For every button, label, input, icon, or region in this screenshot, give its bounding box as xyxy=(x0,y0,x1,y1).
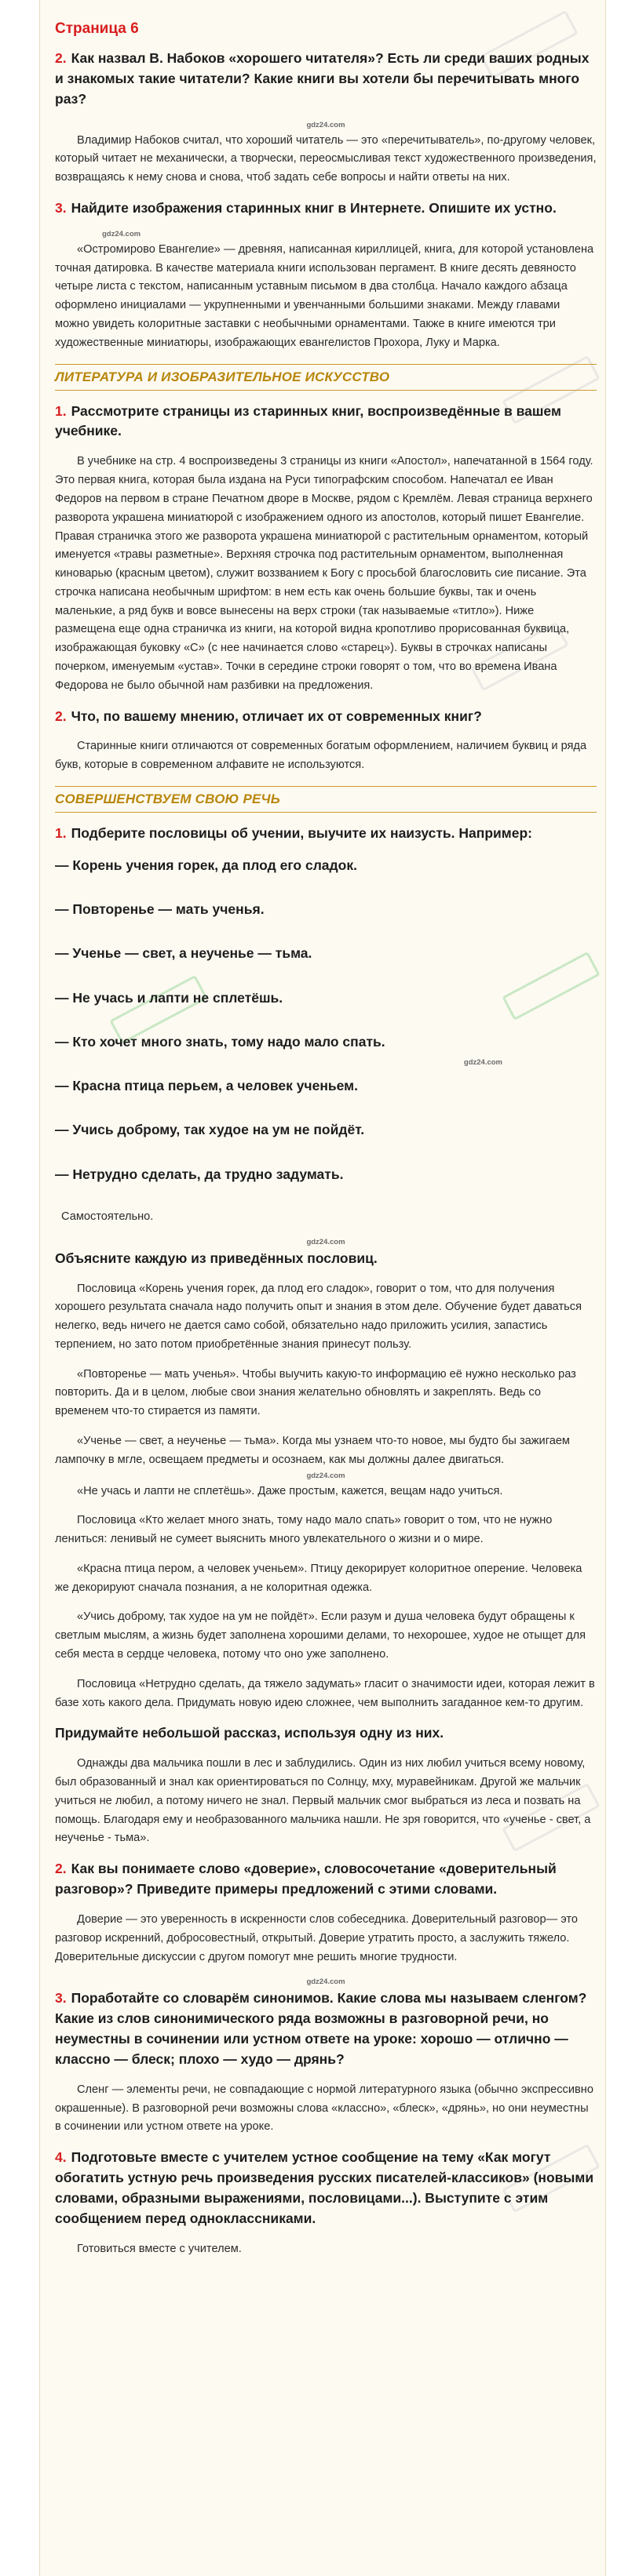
question-text: Что, по вашему мнению, отличает их от современных книг? xyxy=(71,708,482,724)
question-text: Подготовьте вместе с учителем устное сообщение на тему «Как могут обогатить устную речь произведения русских писателей-классиков» (новыми словами, образными выражениями, пословицами...). Выступите с этим сообщением перед одноклассниками. xyxy=(55,2149,594,2226)
question-text: Поработайте со словарём синонимов. Какие слова мы называем сленгом? Какие из слов синонимического ряда возможны в разговорной речи, но неуместны в сочинении или устном ответе на уроке: хорошо — отлично — классно — блеск; плохо — худо — дрянь? xyxy=(55,1990,587,2067)
watermark: gdz24.com xyxy=(306,120,345,129)
document-content xyxy=(55,14,597,2270)
story-text: Однажды два мальчика пошли в лес и заблудились. Один из них любил учиться всему новому, был образованный и знал как ориентироваться по Солнцу, мху, муравейникам. Другой же мальчик учиться не любил, а потому ничего не знал. Первый мальчик смог выбраться из леса и позвать на помощь. Благодаря ему и необразованного мальчика нашли. Не зря говорится, что «ученье - свет, а неученье - тьма». xyxy=(55,1757,591,1845)
question-text: Как вы понимаете слово «доверие», словосочетание «доверительный разговор»? Приведите примеры предложений с этими словами. xyxy=(55,1861,557,1897)
watermark: gdz24.com xyxy=(306,1237,345,1246)
explanation-paragraph: «Повторенье — мать ученья». Чтобы выучить какую-то информацию её нужно несколько раз повторить. Да и в целом, любые свои знания желательно обновлять и закреплять. Ведь со временем что-то стирается из памяти. xyxy=(55,1367,576,1418)
question-literature-1 xyxy=(55,402,597,442)
self-note: Самостоятельно. xyxy=(61,1210,154,1223)
question-speech-4 xyxy=(55,2148,597,2229)
question-number: 2. xyxy=(55,708,67,724)
answer-text: Старинные книги отличаются от современных богатым оформлением, наличием буквиц и ряда букв, которые в современном алфавите не используются. xyxy=(55,740,587,772)
question-number: 2. xyxy=(55,1861,67,1877)
answer-text: «Остромирово Евангелие» — древняя, написанная кириллицей, книга, для которой установлена точная датировка. В качестве материала книги использован пергамент. В книге десять девяносто четыре листа с текстом, написанным уставным письмом в два столбца. Начало каждого абзаца оформлено инициалами — укрупненными и увенчанными большими знаками. Между главами можно увидеть колоритные заставки с необычными орнаментами. Также в книге имеются три художественные миниатюры, изображающих евангелистов Прохора, Луку и Марка. xyxy=(55,242,594,349)
watermark: gdz24.com xyxy=(306,1977,345,1987)
explanation-paragraph: «Ученье — свет, а неученье — тьма». Когда мы узнаем что-то новое, мы будто бы зажигаем лампочку в мгле, освещаем предметы и осознаем, как мы должны далее двигаться. xyxy=(55,1435,570,1466)
question-speech-2 xyxy=(55,1859,597,1900)
explanation-paragraph: Пословица «Кто желает много знать, тому надо мало спать» говорит о том, что не нужно лениться: ленивый не сумеет выяснить много увлекательного о жизни и о мире. xyxy=(55,1514,553,1546)
question-number: 4. xyxy=(55,2149,67,2166)
question-number: 1. xyxy=(55,402,67,419)
explanation-paragraph: «Учись доброму, так худое на ум не пойдёт». Если разум и душа человека будут обращены к светлым мыслям, а жизнь будет заполнена хорошими делами, то нехорошее, худое не отыщет для себя места в сердце человека, потому что оно уже заполнено. xyxy=(55,1610,586,1661)
question-2 xyxy=(55,49,597,110)
section-heading-literature-art: ЛИТЕРАТУРА И ИЗОБРАЗИТЕЛЬНОЕ ИСКУССТВО xyxy=(55,364,597,391)
watermark: gdz24.com xyxy=(102,229,141,238)
proverb-item: — Корень учения горек, да плод его сладок. xyxy=(55,857,357,873)
answer-text: Сленг — элементы речи, не совпадающие с нормой литературного языка (обычно экспрессивно окрашенные). В разговорной речи возможны слова «классно», «блеск», «дрянь», но они неуместны в сочинении или устном ответе на уроке. xyxy=(55,2083,593,2134)
question-number: 3. xyxy=(55,1990,67,2007)
question-speech-3 xyxy=(55,1988,597,2070)
explanation-paragraph: «Не учась и лапти не сплетёшь». Даже простым, кажется, вещам надо учиться. xyxy=(77,1484,503,1497)
answer-text: Владимир Набоков считал, что хороший читатель — это «перечитыватель», по-другому человек, который читает не механически, а творчески, переосмысливая текст художественного произведения, возвращаясь к нему снова и снова, чтоб задать себе вопросы и найти ответы на них. xyxy=(55,133,597,184)
proverb-item: — Не учась и лапти не сплетёшь. xyxy=(55,989,283,1006)
proverb-item: — Повторенье — мать ученья. xyxy=(55,901,265,918)
watermark: gdz24.com xyxy=(463,1058,502,1068)
explanation-paragraph: Пословица «Нетрудно сделать, да тяжело задумать» гласит о значимости идеи, которая лежит в базе хоть какого дела. Придумать новую идею сложнее, чем выполнить загаданное кем-то другим. xyxy=(55,1677,595,1709)
proverb-item: — Кто хочет много знать, тому надо мало спать. xyxy=(55,1033,385,1050)
proverb-item: — Ученье — свет, а неученье — тьма. xyxy=(55,945,312,962)
question-text: Подберите пословицы об учении, выучите их наизусть. Например: xyxy=(71,824,532,841)
question-number: 2. xyxy=(55,50,67,66)
proverb-list xyxy=(55,855,597,1184)
question-literature-2 xyxy=(55,707,597,727)
explanation-paragraph: «Красна птица пером, а человек ученьем». Птицу декорирует колоритное оперение. Человека же декорируют сначала познания, а не колоритная одежка. xyxy=(55,1562,582,1594)
question-text: Как назвал В. Набоков «хорошего читателя»? Есть ли среди ваших родных и знакомых такие читатели? Какие книги вы хотели бы перечитывать много раз? xyxy=(55,50,590,107)
section-heading-speech: СОВЕРШЕНСТВУЕМ СВОЮ РЕЧЬ xyxy=(55,786,597,813)
question-number: 3. xyxy=(55,200,67,216)
question-number: 1. xyxy=(55,824,67,841)
question-text: Найдите изображения старинных книг в Интернете. Опишите их устно. xyxy=(71,200,557,216)
question-text: Рассмотрите страницы из старинных книг, воспроизведённые в вашем учебнике. xyxy=(55,402,561,439)
watermark: gdz24.com xyxy=(306,1471,345,1480)
answer-text: В учебнике на стр. 4 воспроизведены 3 страницы из книги «Апостол», напечатанной в 1564 году. Это первая книга, которая была издана на Руси типографским способом. Напечатал ее Иван Федоров на первом в стране Печатном дворе в Москве, рядом с Кремлём. Левая страница верхнего разворота украшена миниатюрой с изображением одного из апостолов, который пишет Евангелие. Правая страничка этого же разворота украшена миниатюрой с растительным орнаментом, который именуется «травы разметные». Верхняя строчка под растительным орнаментом, выполненная киноварью (красным цветом), служит воззванием к Богу с просьбой благословить сие писание. Эта строчка написана необычным шрифтом: в нем есть как очень большие буквы, так и очень маленькие, а ряд букв и вовсе вынесены на верх строки (так называемые «титло»). Ниже размещена еще одна страничка из книги, на которой видна кропотливо прорисованная буквица, изображающая буковку «С» (с нее начинается слово «старец»). Буквы в строчках написаны почерком, именуемым «устав». Точки в середине строки говорят о том, что во времена Ивана Федорова не было обычной нам разбивки на предложения. xyxy=(55,455,593,692)
explain-heading: Объясните каждую из приведённых пословиц. xyxy=(55,1250,378,1266)
answer-text: Доверие — это уверенность в искренности слов собеседника. Доверительный разговор— это разговор искренний, добросовестный, открытый. Доверие утратить просто, а заслужить тяжело. Доверительные дискуссии с другом помогут мне решить многие трудности. xyxy=(55,1912,578,1963)
proverb-item: — Учись доброму, так худое на ум не пойдёт. xyxy=(55,1122,365,1138)
story-heading: Придумайте небольшой рассказ, используя одну из них. xyxy=(55,1725,444,1741)
question-3 xyxy=(55,198,597,219)
answer-text: Готовиться вместе с учителем. xyxy=(77,2242,242,2255)
proverb-item: — Красна птица перьем, а человек ученьем. xyxy=(55,1078,358,1094)
proverb-item: — Нетрудно сделать, да трудно задумать. xyxy=(55,1166,344,1182)
page-title: Страница 6 xyxy=(55,20,139,37)
explanation-paragraph: Пословица «Корень учения горек, да плод его сладок», говорит о том, что для получения хорошего результата сначала надо получить опыт и знания в этом деле. Обучение будет даваться нелегко, ведь ничего не дается само собой, обязательно надо приложить усилия, запастись терпением, но зато потом приобретённые знания принесут пользу. xyxy=(55,1282,582,1351)
question-speech-1 xyxy=(55,824,597,844)
